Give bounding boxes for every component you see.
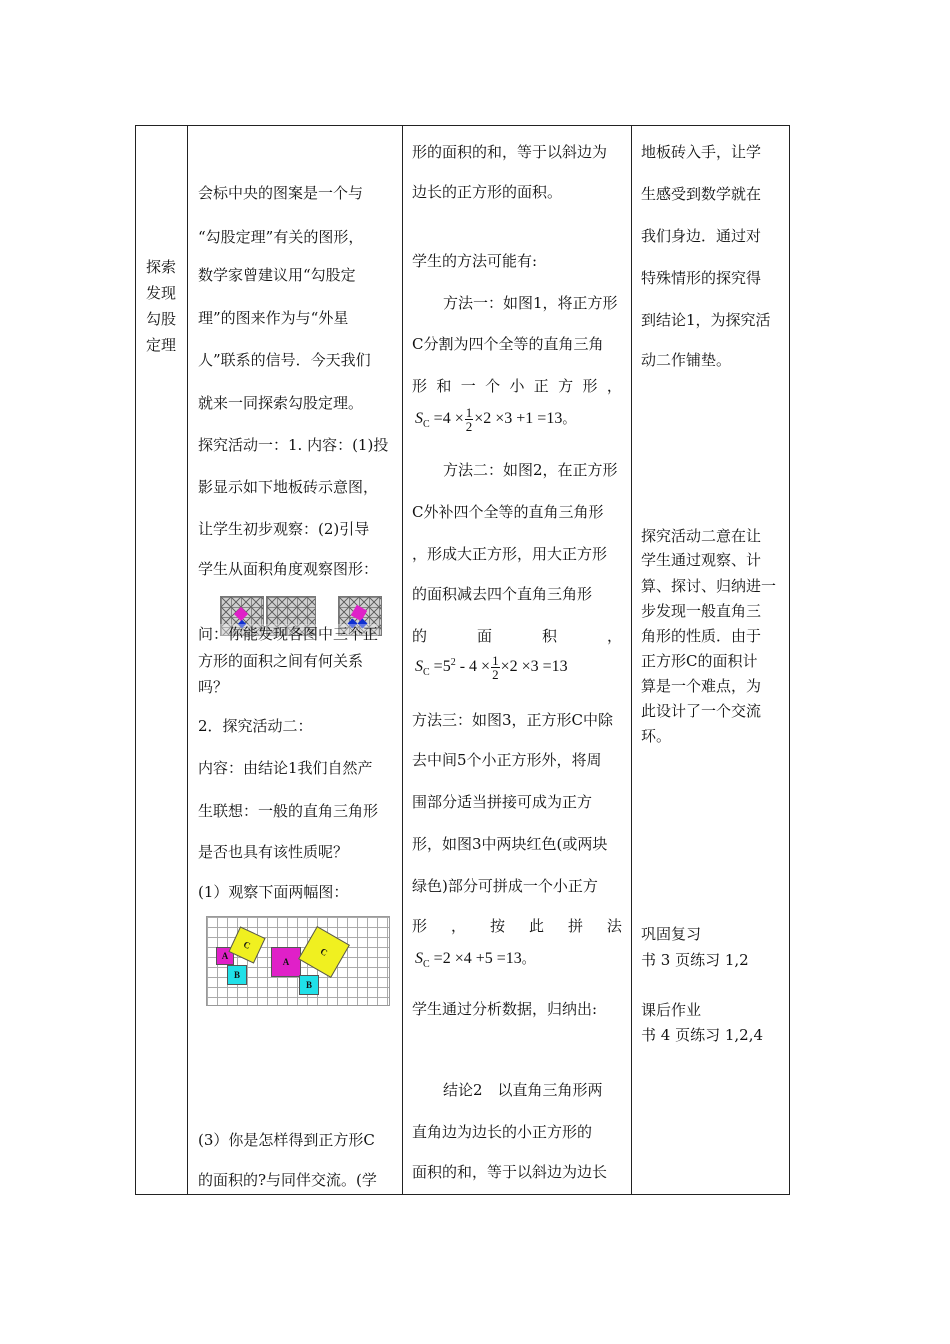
formula-end: 。 (562, 411, 576, 426)
char: 正 (533, 377, 549, 395)
char: 和 (436, 377, 452, 395)
char: ， (606, 627, 622, 645)
char: 法 (606, 917, 622, 935)
square-b-label: B (299, 975, 319, 995)
text-line: 就来一同探索勾股定理。 (198, 394, 364, 412)
formula-symbol: S (415, 658, 423, 675)
text-line: 边长的正方形的面积。 (412, 183, 563, 201)
conclusion-2: 结论2 以直角三角形两 (443, 1081, 603, 1099)
text-line: 算、探讨、归纳进一 (641, 577, 777, 595)
text-line-spread (412, 626, 622, 646)
text-line: 学生的方法可能有: (412, 252, 538, 270)
stage-title-line: 勾股 (146, 310, 177, 328)
review-heading: 巩固复习 (641, 925, 702, 943)
formula-method-1 (415, 404, 575, 436)
text-line: 角形的性质．由于 (641, 627, 762, 645)
char: 此 (528, 917, 544, 935)
formula-subscript: C (423, 419, 430, 430)
char: 形 (412, 377, 428, 395)
text-line-spread (412, 376, 622, 396)
formula-symbol: S (415, 950, 423, 967)
text-line: 去中间5个小正方形外，将周 (412, 751, 602, 769)
formula-subscript: C (423, 667, 430, 678)
text-line: 到结论1，为探究活 (641, 311, 771, 329)
text-line: 内容：由结论1我们自然产 (198, 759, 373, 777)
text-line: 我们身边．通过对 (641, 227, 762, 245)
char: 一 (460, 377, 476, 395)
text-line: 动二作铺垫。 (641, 351, 732, 369)
text-line: 步发现一般直角三 (641, 602, 762, 620)
text-line: 数学家曾建议用“勾股定 (198, 266, 356, 284)
char: 形 (412, 917, 428, 935)
homework-exercise: 书 4 页练习 1,2,4 (641, 1026, 764, 1044)
text-line: 人”联系的信号．今天我们 (198, 351, 371, 369)
stage-title-cell (136, 126, 188, 1194)
text-line: (3）你是怎样得到正方形C (198, 1131, 375, 1149)
formula-symbol: S (415, 410, 423, 427)
char: 按 (489, 917, 505, 935)
text-line: “勾股定理”有关的图形， (198, 228, 364, 246)
formula-end: 。 (521, 951, 535, 966)
text-line: 让学生初步观察：(2)引导 (198, 520, 370, 538)
formula-part: =5 (433, 658, 451, 675)
text-line: 方法三：如图3，正方形C中除 (412, 711, 614, 729)
text-line: 方法二：如图2，在正方形 (443, 461, 618, 479)
text-line: 学生从面积角度观察图形： (198, 560, 379, 578)
formula-part: ×2 ×3 =13 (500, 658, 568, 675)
fraction-numerator: 1 (465, 404, 473, 420)
formula-part: - 4 × (455, 658, 491, 675)
formula-part: =2 ×4 +5 =13 (433, 950, 522, 967)
char: 个 (485, 377, 501, 395)
text-line: 是否也具有该性质呢？ (198, 843, 349, 861)
text-line: 影显示如下地板砖示意图， (198, 478, 379, 496)
char: 面 (476, 627, 492, 645)
text-line: 问：你能发现各图中三个正 (198, 625, 379, 643)
square-a-label: A (216, 947, 234, 965)
text-line: 的面积的?与同伴交流。(学 (198, 1171, 377, 1189)
text-line: 面积的和，等于以斜边为边长 (412, 1163, 608, 1181)
text-line: 的面积减去四个直角三角形 (412, 585, 593, 603)
text-line-spread (412, 916, 622, 936)
text-line: C分割为四个全等的直角三角 (412, 335, 604, 353)
fraction-denominator: 2 (492, 666, 499, 682)
text-line: 算是一个难点，为 (641, 677, 762, 695)
text-line: 正方形C的面积计 (641, 652, 758, 670)
text-line: 围部分适当拼接可成为正方 (412, 793, 593, 811)
text-line: (1）观察下面两幅图： (198, 883, 349, 901)
text-line: 绿色)部分可拼成一个小正方 (412, 877, 598, 895)
char: 形 (582, 377, 598, 395)
stage-title (146, 254, 176, 358)
text-line: 生感受到数学就在 (641, 185, 762, 203)
text-line: 特殊情形的探究得 (641, 269, 762, 287)
text-line: 地板砖入手，让学 (641, 143, 762, 161)
lesson-table (135, 125, 790, 1195)
text-line: 会标中央的图案是一个与 (198, 184, 364, 202)
homework-heading: 课后作业 (641, 1001, 702, 1019)
text-line: 环。 (641, 727, 672, 745)
teaching-content-cell (188, 126, 403, 1194)
text-line: 探究活动一：1. 内容：(1)投 (198, 436, 389, 454)
text-line: ，形成大正方形，用大正方形 (412, 545, 608, 563)
text-line: 学生通过分析数据，归纳出: (412, 1000, 598, 1018)
text-line: 吗？ (198, 678, 229, 696)
pythagoras-grid-figure (206, 916, 390, 1006)
design-intent-cell (632, 126, 791, 1194)
text-line: 方形的面积之间有何关系 (198, 652, 364, 670)
stage-title-line: 发现 (146, 284, 177, 302)
fraction-numerator: 1 (492, 652, 499, 668)
fraction (491, 654, 500, 681)
stage-title-line: 探索 (146, 258, 177, 276)
square-c-label: C (298, 926, 350, 978)
text-line: 方法一：如图1，将正方形 (443, 294, 618, 312)
text-line: 形的面积的和，等于以斜边为 (412, 143, 608, 161)
text-line: 形，如图3中两块红色(或两块 (412, 835, 608, 853)
text-line: 此设计了一个交流 (641, 702, 762, 720)
char: 的 (412, 627, 428, 645)
char: 拼 (567, 917, 583, 935)
review-exercise: 书 3 页练习 1,2 (641, 951, 749, 969)
char: ， (606, 377, 622, 395)
formula-method-3 (415, 946, 535, 974)
formula-subscript: C (423, 959, 430, 970)
char: 小 (509, 377, 525, 395)
char: 积 (541, 627, 557, 645)
square-b-label: B (227, 965, 247, 985)
text-line: 生联想：一般的直角三角形 (198, 802, 379, 820)
text-line: C外补四个全等的直角三角形 (412, 503, 604, 521)
formula-part: ×2 ×3 +1 =13 (474, 410, 563, 427)
fraction-denominator: 2 (465, 418, 473, 434)
square-a-label: A (271, 947, 301, 977)
text-line: 2．探究活动二： (198, 717, 313, 735)
fraction (465, 406, 474, 433)
char: ， (450, 917, 466, 935)
text-line: 学生通过观察、计 (641, 551, 762, 569)
text-line: 直角边为边长的小正方形的 (412, 1123, 593, 1141)
stage-title-line: 定理 (146, 336, 177, 354)
student-activity-cell (403, 126, 632, 1194)
char: 方 (558, 377, 574, 395)
formula-superscript: 2 (450, 657, 456, 668)
text-line: 理”的图来作为与“外星 (198, 309, 349, 327)
formula-part: =4 × (433, 410, 464, 427)
square-c-label: C (228, 926, 265, 963)
text-line: 探究活动二意在让 (641, 527, 762, 545)
formula-method-2 (415, 652, 568, 684)
